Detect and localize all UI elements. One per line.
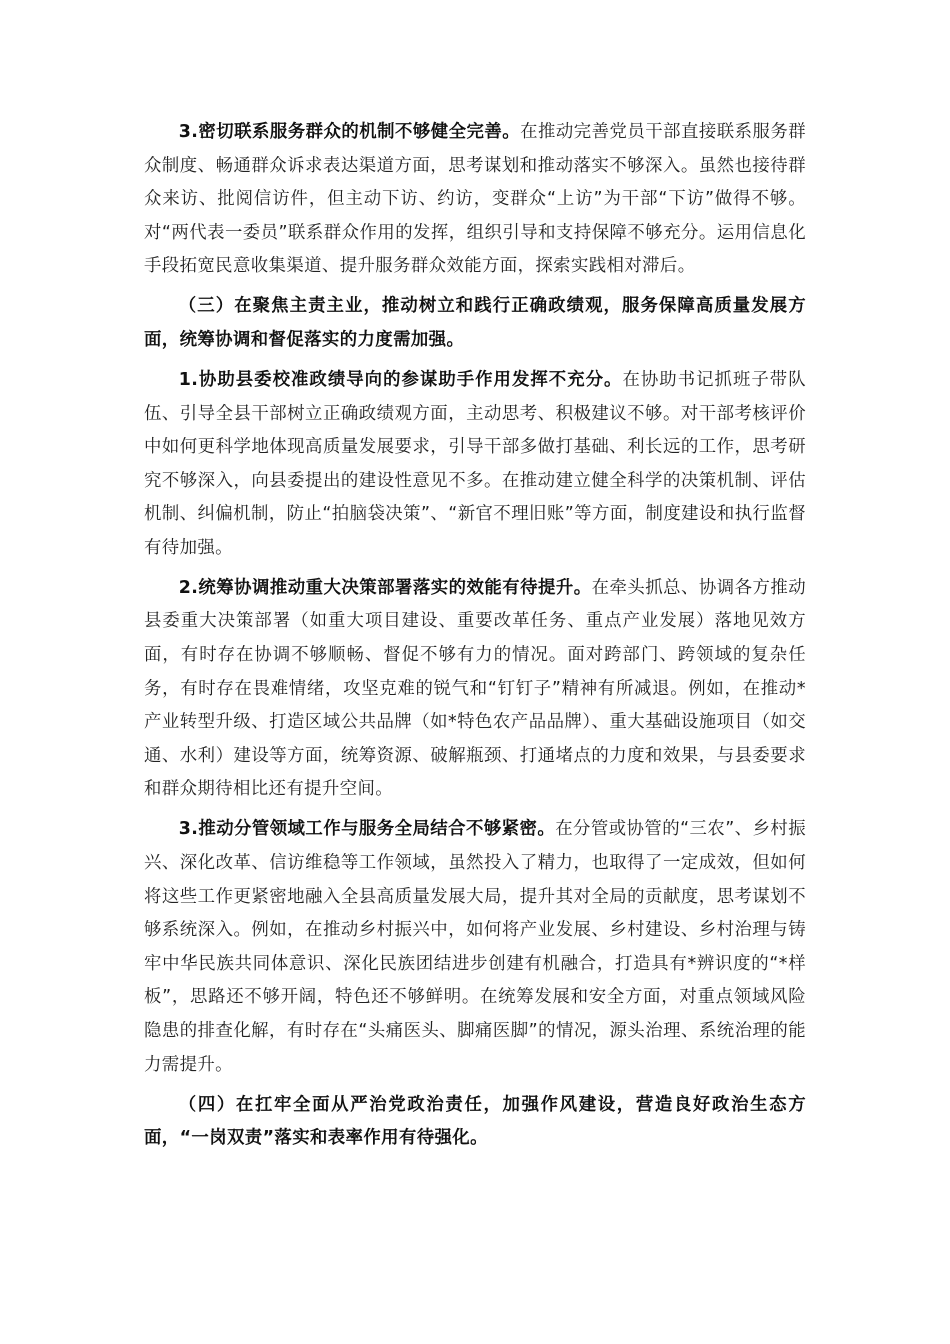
paragraph-lead: 2.统筹协调推动重大决策部署落实的效能有待提升。 bbox=[178, 577, 592, 598]
paragraph-lead: 3.推动分管领域工作与服务全局结合不够紧密。 bbox=[178, 819, 556, 840]
paragraph-performance-guidance bbox=[144, 364, 806, 566]
paragraph-text: 在分管或协管的“三农”、乡村振兴、深化改革、信访维稳等工作领域，虽然投入了精力，也取得了一定成效，但如何将这些工作更紧密地融入全县高质量发展大局，提升其对全局的贡献度，思考谋划不够系统深入。例如，在推动乡村振兴中，如何将产业发展、乡村建设、乡村治理与铸牢中华民族共同体意识、深化民族团结进步创建有机融合，打造具有*辨识度的“*样板”，思路还不够开阔，特色还不够鲜明。在统筹发展和安全方面，对重点领域风险隐患的排查化解，有时存在“头痛医头、脚痛医脚”的情况，源头治理、系统治理的能力需提升。 bbox=[144, 819, 806, 1075]
paragraph-text: 在协助书记抓班子带队伍、引导全县干部树立正确政绩观方面，主动思考、积极建议不够。对干部考核评价中如何更科学地体现高质量发展要求，引导干部多做打基础、利长远的工作，思考研究不够深入，向县委提出的建设性意见不多。在推动建立健全科学的决策机制、评估机制、纠偏机制，防止“拍脑袋决策”、“新官不理旧账”等方面，制度建设和执行监督有待加强。 bbox=[144, 369, 806, 558]
paragraph-text: 在推动完善党员干部直接联系服务群众制度、畅通群众诉求表达渠道方面，思考谋划和推动落实不够深入。虽然也接待群众来访、批阅信访件，但主动下访、约访，变群众“上访”为干部“下访”做得不够。对“两代表一委员”联系群众作用的发挥，组织引导和支持保障不够充分。运用信息化手段拓宽民意收集渠道、提升服务群众效能方面，探索实践相对滞后。 bbox=[144, 122, 806, 277]
section-heading-four: （四）在扛牢全面从严治党政治责任，加强作风建设，营造良好政治生态方面，“一岗双责”落实和表率作用有待强化。 bbox=[144, 1094, 806, 1149]
paragraph-coordination-efficiency bbox=[144, 572, 806, 807]
paragraph-lead: 3.密切联系服务群众的机制不够健全完善。 bbox=[178, 122, 521, 142]
paragraph-contact-masses bbox=[144, 116, 806, 284]
paragraph-lead: 1.协助县委校准政绩导向的参谋助手作用发挥不充分。 bbox=[178, 369, 623, 390]
section-heading-three: （三）在聚焦主责主业，推动树立和践行正确政绩观，服务保障高质量发展方面，统筹协调和督促落实的力度需加强。 bbox=[144, 296, 806, 350]
paragraph-domain-integration bbox=[144, 813, 806, 1082]
paragraph-text: 在牵头抓总、协调各方推动县委重大决策部署（如重大项目建设、重要改革任务、重点产业发展）落地见效方面，有时存在协调不够顺畅、督促不够有力的情况。面对跨部门、跨领域的复杂任务，有时存在畏难情绪，攻坚克难的锐气和“钉钉子”精神有所减退。例如，在推动*产业转型升级、打造区域公共品牌（如*特色农产品品牌）、重大基础设施项目（如交通、水利）建设等方面，统筹资源、破解瓶颈、打通堵点的力度和效果，与县委要求和群众期待相比还有提升空间。 bbox=[144, 577, 806, 800]
document-body bbox=[144, 116, 806, 1162]
